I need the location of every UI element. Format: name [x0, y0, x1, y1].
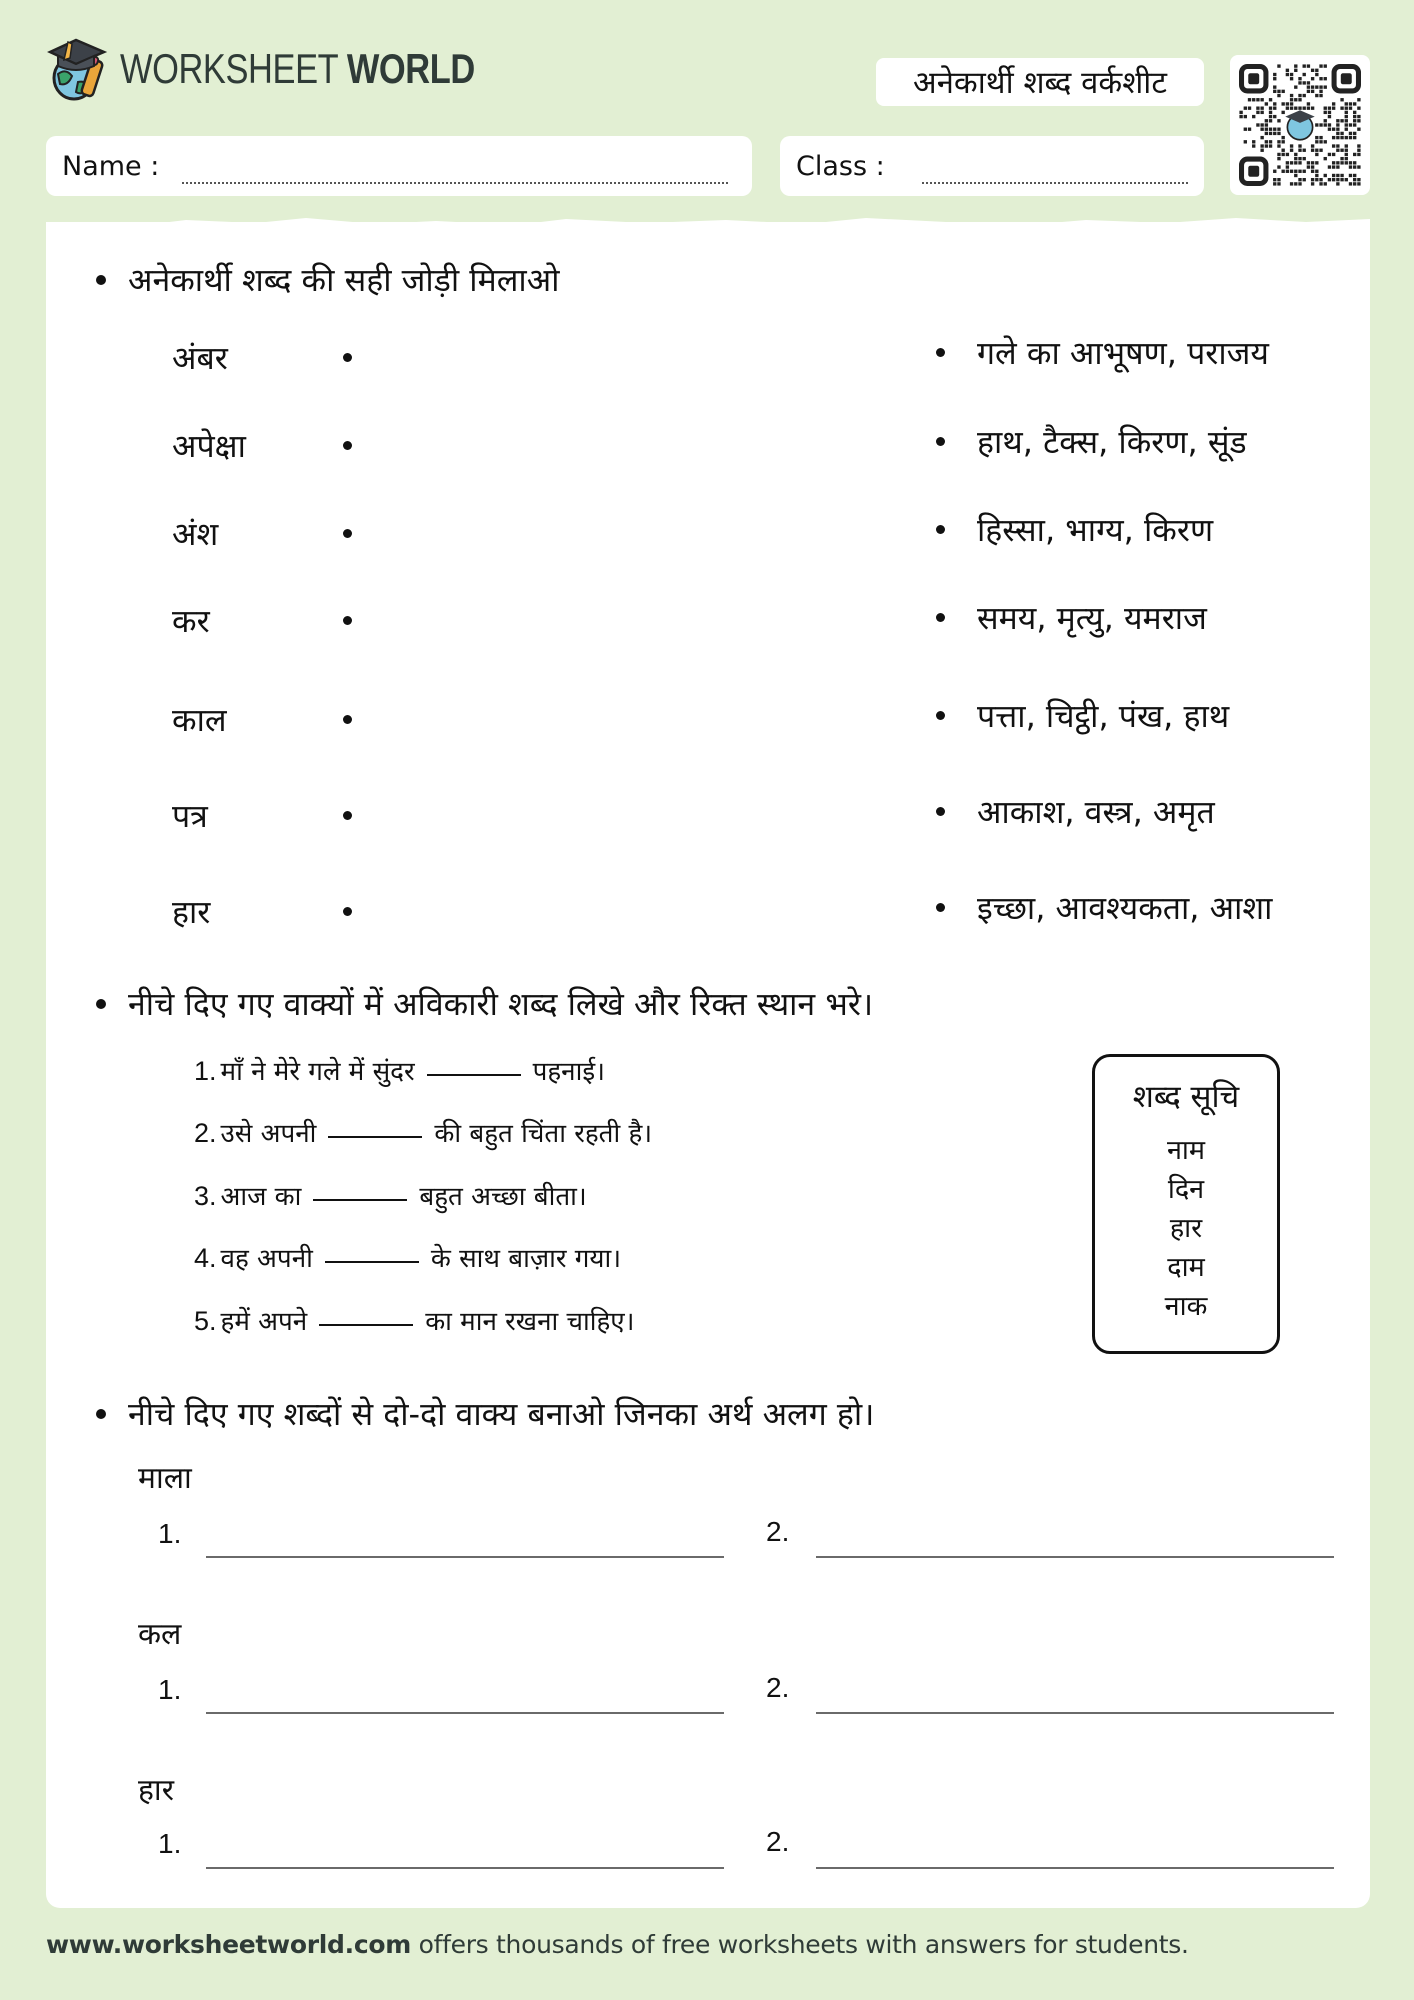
match-left-item: [172, 332, 352, 382]
section1-heading: [96, 258, 559, 301]
match-left-word: काल: [172, 700, 227, 739]
bullet-icon: [96, 275, 106, 285]
match-right-dot[interactable]: [936, 525, 945, 534]
logo-wordmark: [120, 45, 475, 93]
logo-text-light: WORKSHEET: [120, 45, 338, 92]
sentence-number: 2.: [766, 1672, 790, 1703]
class-label: Class :: [796, 150, 885, 182]
match-right-item: [936, 327, 1269, 377]
match-right-item: [936, 786, 1215, 836]
word-bank-word: नाक: [1164, 1291, 1208, 1322]
worksheet-sheet: [46, 222, 1370, 1908]
match-right-dot[interactable]: [936, 711, 945, 720]
match-left-word: अपेक्षा: [172, 426, 246, 465]
match-left-item: [172, 420, 352, 470]
bullet-icon: [96, 1409, 106, 1419]
bullet-icon: [96, 999, 106, 1009]
word-bank-box: [1092, 1054, 1280, 1354]
word-bank-word: नाम: [1166, 1135, 1206, 1166]
match-left-word: कर: [172, 601, 210, 640]
item-number: 1.: [194, 1056, 217, 1086]
sentence-word-label: कल: [138, 1617, 182, 1652]
fill-blank-item: [194, 1177, 587, 1213]
match-left-dot[interactable]: [343, 907, 352, 916]
match-right-meaning: हिस्सा, भाग्य, किरण: [977, 510, 1214, 549]
match-left-word: अंबर: [172, 338, 228, 377]
item-number: 4.: [194, 1243, 217, 1273]
match-right-dot[interactable]: [936, 348, 945, 357]
match-left-dot[interactable]: [343, 715, 352, 724]
item-text-before: आज का: [220, 1182, 302, 1212]
sentence-answer-line[interactable]: [816, 1712, 1334, 1714]
name-field[interactable]: [46, 136, 752, 196]
blank-field[interactable]: [427, 1074, 521, 1076]
match-left-item: [172, 886, 352, 936]
word-bank-title: शब्द सूचि: [1132, 1079, 1240, 1115]
sentence-answer-line[interactable]: [206, 1556, 724, 1558]
match-left-dot[interactable]: [343, 529, 352, 538]
sentence-answer-line[interactable]: [206, 1712, 724, 1714]
section2-heading-text: नीचे दिए गए वाक्यों में अविकारी शब्द लिखे और रिक्त स्थान भरे।: [128, 985, 874, 1023]
word-bank-word: दिन: [1167, 1174, 1205, 1205]
item-number: 2.: [194, 1118, 217, 1148]
fill-blank-item: [194, 1052, 605, 1088]
word-bank-word: हार: [1169, 1213, 1203, 1244]
match-right-meaning: समय, मृत्यु, यमराज: [977, 598, 1207, 637]
item-text-after: बहुत अच्छा बीता।: [419, 1182, 587, 1212]
match-left-dot[interactable]: [343, 811, 352, 820]
match-left-word: हार: [172, 892, 211, 931]
item-text-after: का मान रखना चाहिए।: [425, 1307, 635, 1337]
item-number: 3.: [194, 1181, 217, 1211]
class-dotted-line: [922, 182, 1188, 184]
sentence-number: 2.: [766, 1516, 790, 1547]
logo-text-bold: WORLD: [346, 45, 475, 92]
sentence-answer-line[interactable]: [816, 1867, 1334, 1869]
name-label: Name :: [62, 150, 160, 182]
sentence-word-label: हार: [138, 1773, 174, 1808]
footer: [46, 1930, 1189, 1959]
torn-edge-decoration: [46, 212, 1370, 232]
match-right-dot[interactable]: [936, 807, 945, 816]
item-text-before: हमें अपने: [220, 1307, 308, 1337]
match-right-dot[interactable]: [936, 437, 945, 446]
sentence-number: 1.: [158, 1828, 182, 1859]
match-right-dot[interactable]: [936, 903, 945, 912]
match-left-item: [172, 790, 352, 840]
footer-site-link[interactable]: www.worksheetworld.com: [46, 1930, 411, 1959]
sentence-number: 1.: [158, 1674, 182, 1705]
section1-heading-text: अनेकार्थी शब्द की सही जोड़ी मिलाओ: [128, 261, 560, 299]
qr-code[interactable]: [1230, 55, 1370, 195]
section2-heading: [96, 982, 873, 1025]
match-right-dot[interactable]: [936, 613, 945, 622]
sentence-answer-line[interactable]: [206, 1867, 724, 1869]
match-left-dot[interactable]: [343, 616, 352, 625]
match-left-item: [172, 508, 352, 558]
match-left-item: [172, 694, 352, 744]
logo: [46, 34, 553, 104]
match-left-word: अंश: [172, 514, 219, 553]
word-bank-word: दाम: [1167, 1252, 1205, 1283]
match-right-item: [936, 592, 1207, 642]
blank-field[interactable]: [313, 1199, 407, 1201]
sentence-number: 1.: [158, 1518, 182, 1549]
sentence-word-label: माला: [138, 1461, 192, 1496]
graduation-cap-globe-pencil-icon: [46, 34, 112, 104]
match-right-meaning: इच्छा, आवश्यकता, आशा: [977, 888, 1273, 927]
sentence-number: 2.: [766, 1826, 790, 1857]
item-number: 5.: [194, 1306, 217, 1336]
match-right-item: [936, 416, 1247, 466]
item-text-before: माँ ने मेरे गले में सुंदर: [220, 1057, 415, 1087]
blank-field[interactable]: [319, 1324, 413, 1326]
fill-blank-item: [194, 1302, 635, 1338]
fill-blank-item: [194, 1239, 621, 1275]
worksheet-title-text: अनेकार्थी शब्द वर्कशीट: [913, 65, 1167, 101]
match-left-dot[interactable]: [343, 441, 352, 450]
class-field[interactable]: [780, 136, 1204, 196]
item-text-before: उसे अपनी: [220, 1119, 317, 1149]
match-right-meaning: आकाश, वस्त्र, अमृत: [977, 792, 1215, 831]
worksheet-title: [876, 58, 1204, 106]
match-left-word: पत्र: [172, 796, 208, 835]
match-right-item: [936, 504, 1213, 554]
item-text-after: के साथ बाज़ार गया।: [430, 1244, 622, 1274]
match-right-item: [936, 882, 1272, 932]
match-left-dot[interactable]: [343, 353, 352, 362]
match-right-meaning: हाथ, टैक्स, किरण, सूंड: [977, 422, 1247, 461]
qr-code-icon: [1239, 64, 1361, 186]
match-left-item: [172, 595, 352, 645]
blank-field[interactable]: [325, 1261, 419, 1263]
name-dotted-line: [182, 182, 728, 184]
match-right-meaning: गले का आभूषण, पराजय: [977, 333, 1269, 372]
fill-blank-item: [194, 1114, 652, 1150]
match-right-item: [936, 690, 1229, 740]
item-text-before: वह अपनी: [220, 1244, 313, 1274]
section3-heading-text: नीचे दिए गए शब्दों से दो-दो वाक्य बनाओ जिनका अर्थ अलग हो।: [128, 1395, 875, 1433]
blank-field[interactable]: [328, 1136, 422, 1138]
item-text-after: की बहुत चिंता रहती है।: [434, 1119, 653, 1149]
footer-text: offers thousands of free worksheets with answers for students.: [410, 1930, 1189, 1959]
sentence-answer-line[interactable]: [816, 1556, 1334, 1558]
item-text-after: पहनाई।: [532, 1057, 605, 1087]
section3-heading: [96, 1392, 874, 1435]
match-right-meaning: पत्ता, चिट्ठी, पंख, हाथ: [977, 696, 1230, 735]
